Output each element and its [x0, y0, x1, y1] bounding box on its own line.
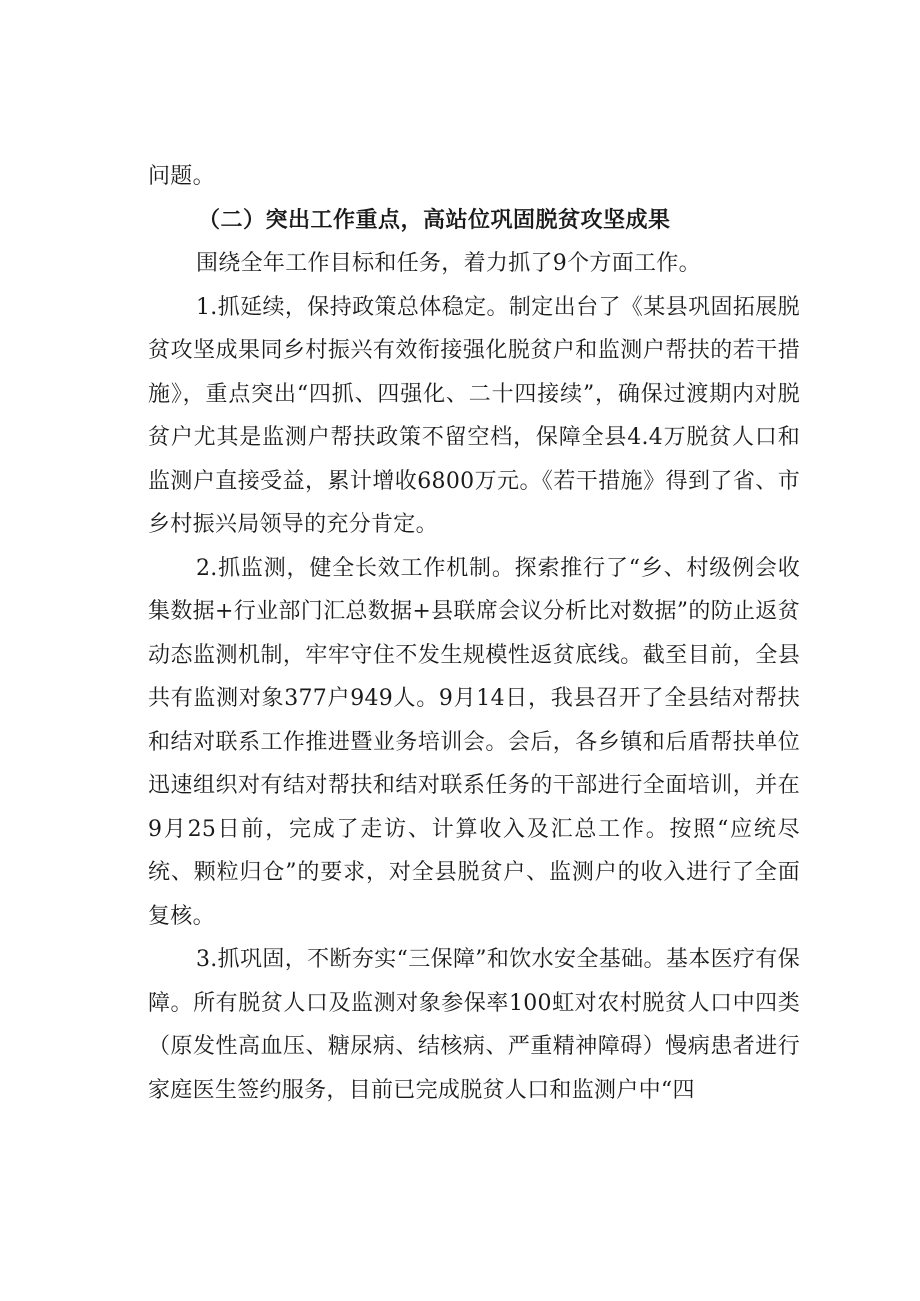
paragraph-item-3: 3.抓巩固，不断夯实“三保障”和饮水安全基础。基本医疗有保障。所有脱贫人口及监测对象参保率100虹对农村脱贫人口中四类（原发性高血压、糖尿病、结核病、严重精神障碍）慢病患者进行家庭医生签约服务，目前已完成脱贫人口和监测户中“四	[148, 947, 800, 1103]
paragraph-item-2: 2.抓监测，健全长效工作机制。探索推行了“乡、村级例会收集数据+行业部门汇总数据+县联席会议分析比对数据”的防止返贫动态监测机制，牢牢守住不发生规模性返贫底线。截至目前，全县共有监测对象377户949人。9月14日，我县召开了全县结对帮扶和结对联系工作推进暨业务培训会。会后，各乡镇和后盾帮扶单位迅速组织对有结对帮扶和结对联系任务的干部进行全面培训，并在9月25日前，完成了走访、计算收入及汇总工作。按照“应统尽统、颗粒归仓”的要求，对全县脱贫户、监测户的收入进行了全面复核。	[148, 555, 800, 929]
document-body	[148, 155, 800, 1112]
section-heading: （二）突出工作重点，高站位巩固脱贫攻坚成果	[198, 207, 671, 233]
carryover-text: 问题。	[148, 164, 215, 189]
paragraph-item-1: 1.抓延续，保持政策总体稳定。制定出台了《某县巩固拓展脱贫攻坚成果同乡村振兴有效衔接强化脱贫户和监测户帮扶的若干措施》，重点突出“四抓、四强化、二十四接续”，确保过渡期内对脱贫户尤其是监测户帮扶政策不留空档，保障全县4.4万脱贫人口和监测户直接受益，累计增收6800万元。《若干措施》得到了省、市乡村振兴局领导的充分肯定。	[148, 294, 800, 537]
intro-paragraph: 围绕全年工作目标和任务，着力抓了9个方面工作。	[196, 251, 701, 276]
